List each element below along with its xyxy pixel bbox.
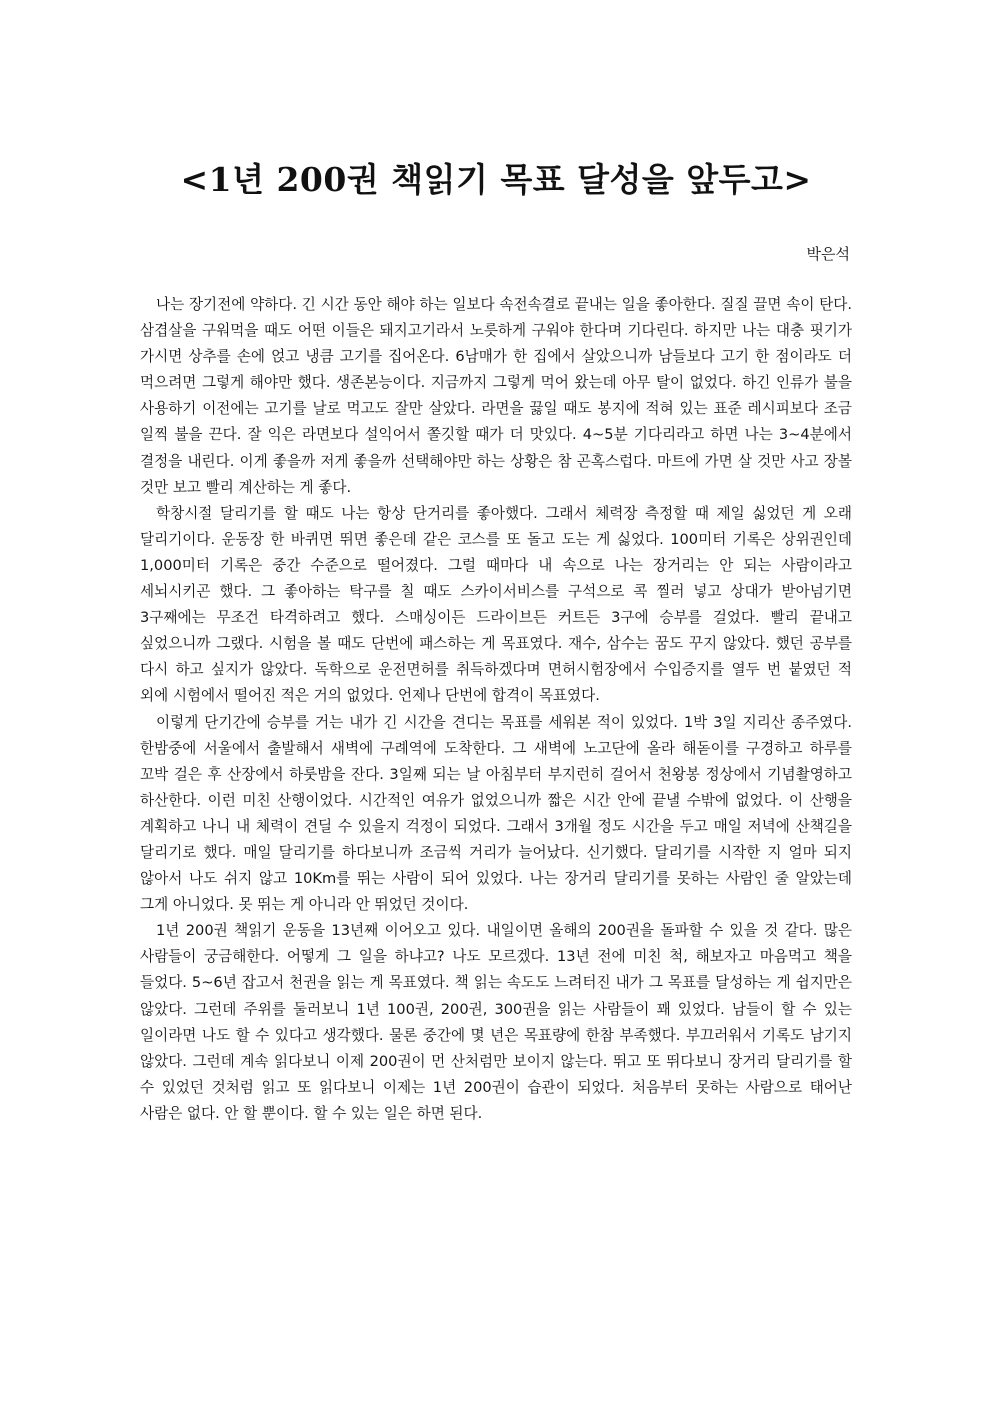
- author-name: 박은석: [806, 245, 850, 263]
- paragraph-3: 이렇게 단기간에 승부를 거는 내가 긴 시간을 견디는 목표를 세워본 적이 있었다. 1박 3일 지리산 종주였다. 한밤중에 서울에서 출발해서 새벽에 구례역에 도착한다. 그 새벽에 노고단에 올라 해돋이를 구경하고 하루를 꼬박 걸은 후 산장에서 하룻밤을 잔다. 3일째 되는 날 아침부터 부지런히 걸어서 천왕봉 정상에서 기념촬영하고 하산한다. 이런 미친 산행이었다. 시간적인 여유가 없었으니까 짧은 시간 안에 끝낼 수밖에 없었다. 이 산행을 계획하고 나니 내 체력이 견딜 수 있을지 걱정이 되었다. 그래서 3개월 정도 시간을 두고 매일 저녁에 산책길을 달리기로 했다. 매일 달리기를 하다보니까 조금씩 거리가 늘어났다. 신기했다. 달리기를 시작한 지 얼마 되지 않아서 나도 쉬지 않고 10Km를 뛰는 사람이 되어 있었다. 나는 장거리 달리기를 못하는 사람인 줄 알았는데 그게 아니었다. 못 뛰는 게 아니라 안 뛰었던 것이다.: [140, 713, 852, 914]
- paragraph-2: 학창시절 달리기를 할 때도 나는 항상 단거리를 좋아했다. 그래서 체력장 측정할 때 제일 싫었던 게 오래 달리기이다. 운동장 한 바퀴면 뛰면 좋은데 같은 코스를 또 돌고 도는 게 싫었다. 100미터 기록은 상위권인데 1,000미터 기록은 중간 수준으로 떨어졌다. 그럴 때마다 내 속으로 나는 장거리는 안 되는 사람이라고 세뇌시키곤 했다. 그 좋아하는 탁구를 칠 때도 스카이서비스를 구석으로 콕 찔러 넣고 상대가 받아넘기면 3구째에는 무조건 타격하려고 했다. 스매싱이든 드라이브든 커트든 3구에 승부를 걸었다. 빨리 끝내고 싶었으니까 그랬다. 시험을 볼 때도 단번에 패스하는 게 목표였다. 재수, 삼수는 꿈도 꾸지 않았다. 했던 공부를 다시 하고 싶지가 않았다. 독학으로 운전면허를 취득하겠다며 면허시험장에서 수입증지를 열두 번 붙였던 적 외에 시험에서 떨어진 적은 거의 없었다. 언제나 단번에 합격이 목표였다.: [140, 504, 852, 705]
- paragraph-4: 1년 200권 책읽기 운동을 13년째 이어오고 있다. 내일이면 올해의 200권을 돌파할 수 있을 것 같다. 많은 사람들이 궁금해한다. 어떻게 그 일을 하냐고? 나도 모르겠다. 13년 전에 미친 척, 해보자고 마음먹고 책을 들었다. 5~6년 잡고서 천권을 읽는 게 목표였다. 책 읽는 속도도 느려터진 내가 그 목표를 달성하는 게 쉽지만은 않았다. 그런데 주위를 둘러보니 1년 100권, 200권, 300권을 읽는 사람들이 꽤 있었다. 남들이 할 수 있는 일이라면 나도 할 수 있다고 생각했다. 물론 중간에 몇 년은 목표량에 한참 부족했다. 부끄러워서 기록도 남기지 않았다. 그런데 계속 읽다보니 이제 200권이 먼 산처럼만 보이지 않는다. 뛰고 또 뛰다보니 장거리 달리기를 할 수 있었던 것처럼 읽고 또 읽다보니 이제는 1년 200권이 습관이 되었다. 처음부터 못하는 사람으로 태어난 사람은 없다. 안 할 뿐이다. 할 수 있는 일은 하면 된다.: [140, 922, 852, 1122]
- document-body: [140, 292, 852, 1127]
- document-title: <1년 200권 책읽기 목표 달성을 앞두고>: [180, 160, 812, 199]
- paragraph-1: 나는 장기전에 약하다. 긴 시간 동안 해야 하는 일보다 속전속결로 끝내는 일을 좋아한다. 질질 끌면 속이 탄다. 삼겹살을 구워먹을 때도 어떤 이들은 돼지고기라서 노릇하게 구워야 한다며 기다린다. 하지만 나는 대충 핏기가 가시면 상추를 손에 얹고 냉큼 고기를 집어온다. 6남매가 한 집에서 살았으니까 남들보다 고기 한 점이라도 더 먹으려면 그렇게 해야만 했다. 생존본능이다. 지금까지 그렇게 먹어 왔는데 아무 탈이 없었다. 하긴 인류가 불을 사용하기 이전에는 고기를 날로 먹고도 잘만 살았다. 라면을 끓일 때도 봉지에 적혀 있는 표준 레시피보다 조금 일찍 불을 끈다. 잘 익은 라면보다 설익어서 쫄깃할 때가 더 맛있다. 4~5분 기다리라고 하면 나는 3~4분에서 결정을 내린다. 이게 좋을까 저게 좋을까 선택해야만 하는 상황은 참 곤혹스럽다. 마트에 가면 살 것만 사고 장볼 것만 보고 빨리 계산하는 게 좋다.: [140, 296, 852, 496]
